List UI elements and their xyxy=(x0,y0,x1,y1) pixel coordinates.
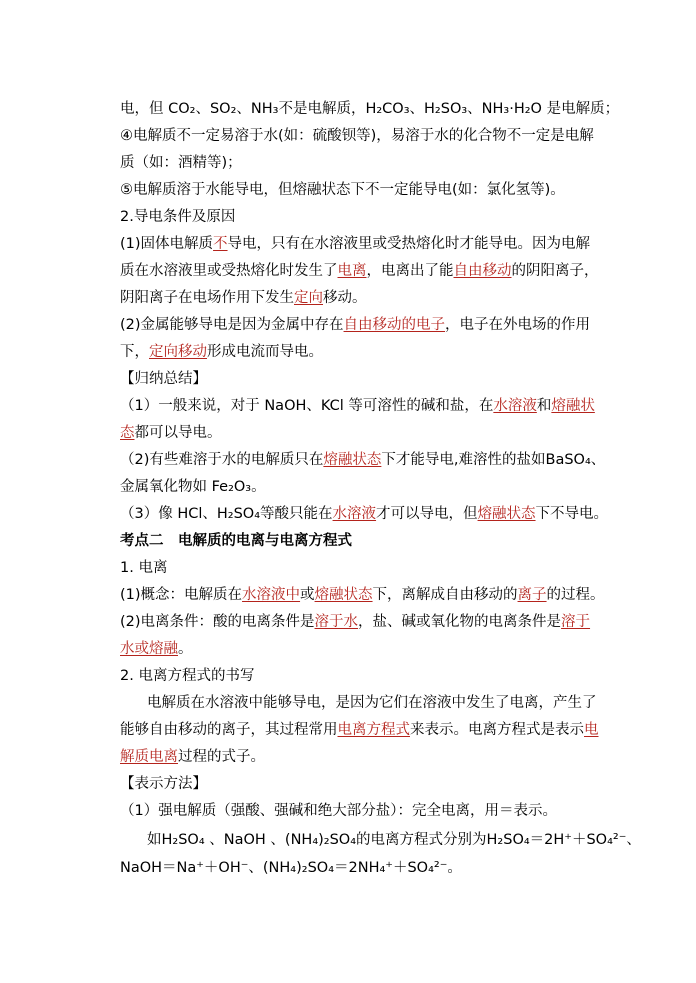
text-line: （1）强电解质（强酸、强碱和绝大部分盐）：完全电离，用＝表示。 xyxy=(120,803,557,819)
text-line: 质（如：酒精等)； xyxy=(120,155,242,171)
text-line xyxy=(120,583,605,607)
text-line xyxy=(120,421,222,445)
text-line xyxy=(120,502,608,526)
text-span: （3）像 HCl、H₂SO₄等酸只能在 xyxy=(120,506,333,522)
text-span: （1）一般来说，对于 NaOH、KCl 等可溶性的碱和盐，在 xyxy=(120,398,494,414)
text-span: (2)电离条件：酸的电离条件是 xyxy=(120,614,315,630)
text-line xyxy=(120,259,599,283)
text-line xyxy=(120,394,595,418)
text-span: 的阴阳离子， xyxy=(511,263,599,279)
text-span: 和 xyxy=(536,398,552,414)
text-line xyxy=(120,448,605,472)
text-line xyxy=(120,313,590,337)
text-span: ，电子在外电场的作用 xyxy=(445,317,591,333)
text-span: (1)固体电解质 xyxy=(120,236,214,252)
highlight-term: 态 xyxy=(120,425,135,441)
text-span: 形成电流而导电。 xyxy=(207,344,323,360)
highlight-term: 自由移动的电子 xyxy=(343,317,446,333)
text-span: 阴阳离子在电场作用下发生 xyxy=(120,290,294,306)
text-span: 来表示。电离方程式是表示 xyxy=(410,722,584,738)
text-line xyxy=(120,745,265,769)
highlight-term: 熔融状 xyxy=(551,398,595,414)
section-heading: 【表示方法】 xyxy=(120,776,207,792)
highlight-term: 溶于水 xyxy=(314,614,359,630)
text-span: 下，离解成自由移动的 xyxy=(372,587,518,603)
text-span: 导电，只有在水溶液里或受热熔化时才能导电。因为电解 xyxy=(227,236,591,252)
equation-line: NaOH＝Na⁺＋OH⁻、(NH₄)₂SO₄＝2NH₄⁺＋SO₄²⁻。 xyxy=(120,860,462,876)
highlight-term: 熔融状态 xyxy=(314,587,373,603)
text-span: ，盐、碱或氧化物的电离条件是 xyxy=(358,614,562,630)
text-line xyxy=(120,718,599,742)
highlight-term: 熔融状态 xyxy=(323,452,382,468)
text-span: (1)概念：电解质在 xyxy=(120,587,243,603)
text-span: 的过程。 xyxy=(546,587,605,603)
highlight-term: 水溶液中 xyxy=(242,587,301,603)
highlight-term: 自由移动 xyxy=(453,263,512,279)
text-span: 下不导电。 xyxy=(535,506,609,522)
text-line: ⑤电解质溶于水能导电，但熔融状态下不一定能导电(如：氯化氢等)。 xyxy=(120,182,565,198)
text-span: 过程的式子。 xyxy=(178,749,265,765)
highlight-term: 水溶液 xyxy=(332,506,377,522)
text-span: （2)有些难溶于水的电解质只在 xyxy=(120,452,324,468)
section-heading: 2. 电离方程式的书写 xyxy=(120,668,255,684)
highlight-term: 电离方程式 xyxy=(337,722,410,738)
highlight-term: 定向 xyxy=(294,290,323,306)
text-span: 才可以导电，但 xyxy=(376,506,478,522)
text-line: 电，但 CO₂、SO₂、NH₃不是电解质，H₂CO₃、H₂SO₃、NH₃·H₂O 是电解质； xyxy=(120,101,620,117)
section-heading: 2.导电条件及原因 xyxy=(120,209,236,225)
highlight-term: 不 xyxy=(213,236,228,252)
text-line xyxy=(120,610,590,634)
highlight-term: 电离 xyxy=(337,263,367,279)
highlight-term: 溶于 xyxy=(561,614,591,630)
text-span: (2)金属能够导电是因为金属中存在 xyxy=(120,317,344,333)
text-span: 质在水溶液里或受热熔化时发生了 xyxy=(120,263,338,279)
text-line: ④电解质不一定易溶于水(如：硫酸钡等)，易溶于水的化合物不一定是电解 xyxy=(120,128,594,144)
text-span: 。 xyxy=(178,641,193,657)
text-span: 或 xyxy=(300,587,315,603)
equation-line: 如H₂SO₄ 、NaOH 、(NH₄)₂SO₄的电离方程式分别为H₂SO₄＝2H⁺＋SO₄²⁻、 xyxy=(147,832,641,848)
text-line xyxy=(120,286,367,310)
text-line xyxy=(120,232,590,256)
text-line xyxy=(120,340,323,364)
text-span: 下， xyxy=(120,344,149,360)
text-line: 金属氧化物如 Fe₂O₃。 xyxy=(120,479,266,495)
highlight-term: 熔融状态 xyxy=(477,506,536,522)
section-heading: 1. 电离 xyxy=(120,560,168,576)
highlight-term: 解质电离 xyxy=(120,749,178,765)
text-span: 都可以导电。 xyxy=(134,425,222,441)
section-heading: 【归纳总结】 xyxy=(120,371,207,387)
text-span: 移动。 xyxy=(323,290,367,306)
text-line: 电解质在水溶液中能够导电，是因为它们在溶液中发生了电离，产生了 xyxy=(147,695,597,711)
text-span: 能够自由移动的离子，其过程常用 xyxy=(120,722,338,738)
highlight-term: 水或熔融 xyxy=(120,641,178,657)
highlight-term: 水溶液 xyxy=(493,398,537,414)
highlight-term: 电 xyxy=(584,722,599,738)
highlight-term: 定向移动 xyxy=(149,344,207,360)
text-span: ，电离出了能 xyxy=(366,263,454,279)
text-line xyxy=(120,637,193,661)
highlight-term: 离子 xyxy=(517,587,547,603)
section-title: 考点二 电解质的电离与电离方程式 xyxy=(120,533,352,549)
text-span: 下才能导电,难溶性的盐如BaSO₄、 xyxy=(381,452,606,468)
